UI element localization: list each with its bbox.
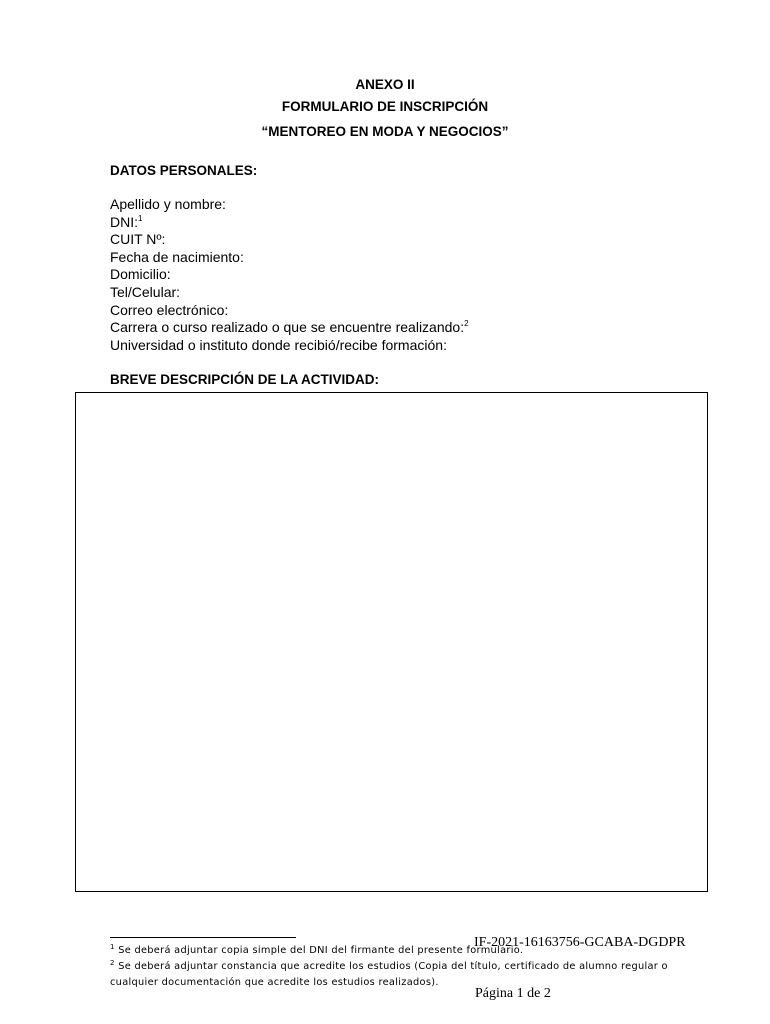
field-cuit <box>110 231 469 249</box>
footnote-2 <box>110 959 700 975</box>
field-label: Correo electrónico: <box>110 301 229 318</box>
footnote-divider <box>110 937 296 938</box>
footnote-mark: 1 <box>110 943 115 951</box>
activity-heading: BREVE DESCRIPCIÓN DE LA ACTIVIDAD: <box>110 372 380 387</box>
field-birthdate <box>110 249 469 267</box>
document-id: IF-2021-16163756-GCABA-DGDPR <box>474 935 686 950</box>
footnote-2-continued <box>110 975 700 991</box>
footnote-text: cualquier documentación que acredite los estudios realizados). <box>110 977 439 988</box>
field-label: Fecha de nacimiento: <box>110 248 244 265</box>
field-label: Tel/Celular: <box>110 283 181 300</box>
program-title: “MENTOREO EN MODA Y NEGOCIOS” <box>261 124 509 139</box>
footnote-mark: 2 <box>110 959 115 967</box>
field-institution <box>110 337 469 355</box>
annex-title: ANEXO II <box>355 77 415 92</box>
field-label: Apellido y nombre: <box>110 196 226 212</box>
field-label: CUIT Nº: <box>110 231 166 248</box>
field-label: DNI: <box>110 213 138 230</box>
footnote-text: Se deberá adjuntar constancia que acredite los estudios (Copia del título, certificado de alumno regular o <box>118 961 668 972</box>
page-number: Página 1 de 2 <box>475 986 551 1001</box>
footnote-text: Se deberá adjuntar copia simple del DNI del firmante del presente formulario. <box>118 945 524 956</box>
field-email <box>110 302 469 320</box>
field-address <box>110 266 469 284</box>
footnote-ref: 1 <box>138 213 143 223</box>
field-career <box>110 319 469 337</box>
field-phone <box>110 284 469 302</box>
field-label: Universidad o instituto donde recibió/recibe formación: <box>110 336 447 353</box>
field-label: Domicilio: <box>110 266 171 283</box>
field-label: Carrera o curso realizado o que se encuentre realizando: <box>110 319 465 336</box>
personal-data-heading: DATOS PERSONALES: <box>110 163 258 178</box>
footnote-ref: 2 <box>464 319 469 329</box>
personal-data-fields <box>110 196 469 354</box>
footnote-1 <box>110 943 700 959</box>
footnotes <box>110 943 700 991</box>
field-name <box>110 196 469 214</box>
field-dni <box>110 214 469 232</box>
form-title: FORMULARIO DE INSCRIPCIÓN <box>281 99 489 114</box>
activity-description-box[interactable] <box>75 392 708 892</box>
